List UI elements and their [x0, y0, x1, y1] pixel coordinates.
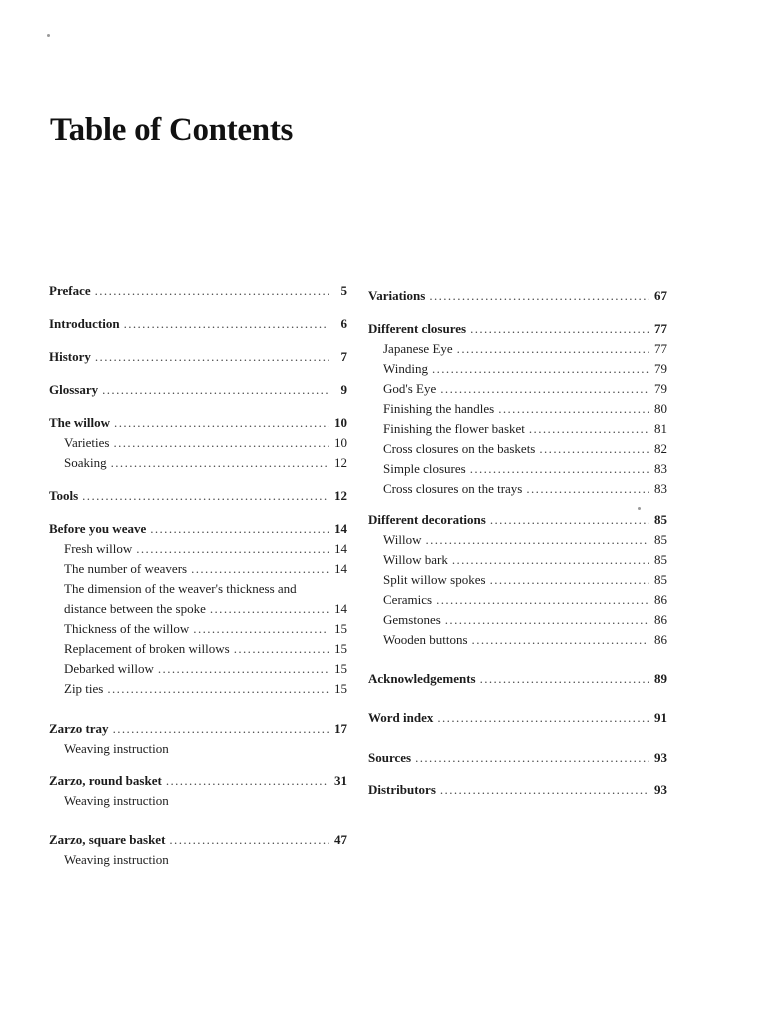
- toc-subentry: [383, 551, 667, 569]
- dot-leader: [210, 600, 329, 618]
- toc-page-number: 5: [340, 283, 347, 298]
- toc-page-number: 89: [654, 671, 667, 686]
- toc-page-number: 67: [654, 288, 667, 303]
- toc-entry-label: Zarzo, square basket: [49, 832, 166, 847]
- dot-leader: [193, 620, 329, 638]
- toc-entry-label: Soaking: [64, 455, 107, 470]
- toc-subentry: [64, 560, 347, 578]
- dot-leader: [452, 551, 649, 569]
- dot-leader: [158, 660, 329, 678]
- toc-entry-label: Cross closures on the baskets: [383, 441, 536, 456]
- toc-page-number: 14: [334, 561, 347, 576]
- toc-subentry: [383, 591, 667, 609]
- toc-entry-label: distance between the spoke: [64, 601, 206, 616]
- paper-speck: [638, 507, 641, 510]
- toc-page-number: 14: [334, 521, 347, 536]
- toc-page-number: 15: [334, 661, 347, 676]
- toc-entry-label: History: [49, 349, 91, 364]
- dot-leader: [432, 360, 649, 378]
- dot-leader: [490, 511, 649, 529]
- toc-entry-label: Glossary: [49, 382, 99, 397]
- toc-entry-label: Different closures: [368, 321, 467, 336]
- toc-entry: [49, 520, 347, 538]
- toc-page-number: 82: [654, 441, 667, 456]
- dot-leader: [191, 560, 329, 578]
- toc-page-number: 47: [334, 832, 347, 847]
- toc-page-number: 86: [654, 592, 667, 607]
- toc-subentry: [383, 480, 667, 498]
- toc-entry-label: Winding: [383, 361, 428, 376]
- dot-leader: [440, 380, 649, 398]
- toc-entry-label: Wooden buttons: [383, 632, 468, 647]
- toc-entry-label: Ceramics: [383, 592, 433, 607]
- toc-entry-label: Split willow spokes: [383, 572, 486, 587]
- toc-subentry: [64, 792, 347, 810]
- toc-entry-label: Distributors: [368, 782, 436, 797]
- toc-subentry: [64, 740, 347, 758]
- dot-leader: [470, 460, 649, 478]
- toc-page-number: 85: [654, 532, 667, 547]
- toc-entry: [49, 348, 347, 366]
- toc-entry: [368, 709, 667, 727]
- dot-leader: [529, 420, 649, 438]
- toc-subentry: [64, 540, 347, 558]
- dot-leader: [425, 531, 649, 549]
- toc-entry: [368, 320, 667, 338]
- toc-entry-label: Replacement of broken willows: [64, 641, 230, 656]
- toc-entry-label: God's Eye: [383, 381, 437, 396]
- toc-subentry: [64, 600, 347, 618]
- toc-page-number: 85: [654, 572, 667, 587]
- toc-page-number: 83: [654, 481, 667, 496]
- toc-entry-label: The dimension of the weaver's thickness and: [64, 581, 297, 596]
- toc-entry: [368, 781, 667, 799]
- toc-page-number: 15: [334, 681, 347, 696]
- dot-leader: [113, 720, 329, 738]
- toc-page-number: 7: [340, 349, 347, 364]
- toc-page-number: 80: [654, 401, 667, 416]
- dot-leader: [107, 680, 329, 698]
- toc-entry-label: Sources: [368, 750, 412, 765]
- toc-subentry: [383, 400, 667, 418]
- toc-entry: [368, 670, 667, 688]
- toc-page-number: 77: [654, 321, 667, 336]
- toc-entry-label: Fresh willow: [64, 541, 133, 556]
- dot-leader: [472, 631, 649, 649]
- toc-subentry: [383, 340, 667, 358]
- dot-leader: [415, 749, 649, 767]
- toc-entry-label: Willow bark: [383, 552, 448, 567]
- dot-leader: [445, 611, 649, 629]
- toc-page-number: 12: [334, 455, 347, 470]
- toc-entry-label: Thickness of the willow: [64, 621, 190, 636]
- toc-page-number: 86: [654, 632, 667, 647]
- toc-page-number: 86: [654, 612, 667, 627]
- toc-entry-label: Acknowledgements: [368, 671, 476, 686]
- toc-subentry: [64, 620, 347, 638]
- dot-leader: [95, 282, 329, 300]
- toc-entry-label: The willow: [49, 415, 111, 430]
- dot-leader: [82, 487, 329, 505]
- toc-page-number: 81: [654, 421, 667, 436]
- dot-leader: [457, 340, 649, 358]
- toc-entry: [49, 772, 347, 790]
- toc-entry-label: Before you weave: [49, 521, 147, 536]
- toc-page-number: 77: [654, 341, 667, 356]
- dot-leader: [539, 440, 649, 458]
- toc-entry-label: Introduction: [49, 316, 120, 331]
- toc-entry: [49, 831, 347, 849]
- toc-subentry: [64, 660, 347, 678]
- dot-leader: [498, 400, 649, 418]
- toc-page-number: 14: [334, 541, 347, 556]
- toc-page-number: 93: [654, 782, 667, 797]
- toc-entry-label: Willow: [383, 532, 422, 547]
- toc-subentry: [64, 580, 347, 598]
- toc-entry: [49, 282, 347, 300]
- toc-entry-label: Weaving instruction: [64, 741, 169, 756]
- toc-entry: [49, 381, 347, 399]
- dot-leader: [166, 772, 329, 790]
- toc-entry-label: Zarzo, round basket: [49, 773, 162, 788]
- toc-page-number: 15: [334, 641, 347, 656]
- toc-entry-label: Zarzo tray: [49, 721, 109, 736]
- toc-entry-label: The number of weavers: [64, 561, 188, 576]
- toc-entry-label: Finishing the handles: [383, 401, 495, 416]
- toc-page-number: 79: [654, 361, 667, 376]
- toc-page-number: 91: [654, 710, 667, 725]
- toc-page-number: 31: [334, 773, 347, 788]
- toc-subentry: [383, 571, 667, 589]
- toc-page-number: 85: [654, 552, 667, 567]
- toc-subentry: [64, 454, 347, 472]
- toc-subentry: [64, 434, 347, 452]
- toc-subentry: [383, 460, 667, 478]
- dot-leader: [436, 591, 649, 609]
- toc-entry-label: Debarked willow: [64, 661, 154, 676]
- toc-subentry: [383, 420, 667, 438]
- toc-entry-label: Gemstones: [383, 612, 441, 627]
- dot-leader: [526, 480, 649, 498]
- toc-entry: [49, 487, 347, 505]
- dot-leader: [490, 571, 649, 589]
- toc-entry-label: Cross closures on the trays: [383, 481, 523, 496]
- toc-entry: [368, 287, 667, 305]
- dot-leader: [169, 831, 329, 849]
- toc-entry: [368, 511, 667, 529]
- toc-page-number: 85: [654, 512, 667, 527]
- toc-page-number: 6: [340, 316, 347, 331]
- dot-leader: [102, 381, 329, 399]
- toc-entry-label: Japanese Eye: [383, 341, 453, 356]
- dot-leader: [437, 709, 649, 727]
- toc-entry-label: Variations: [368, 288, 426, 303]
- toc-page-number: 15: [334, 621, 347, 636]
- toc-entry-label: Simple closures: [383, 461, 466, 476]
- toc-subentry: [383, 611, 667, 629]
- dot-leader: [136, 540, 329, 558]
- dot-leader: [234, 640, 329, 658]
- toc-subentry: [64, 640, 347, 658]
- toc-entry: [49, 720, 347, 738]
- toc-entry-label: Word index: [368, 710, 434, 725]
- dot-leader: [440, 781, 649, 799]
- toc-entry-label: Preface: [49, 283, 91, 298]
- toc-page-number: 83: [654, 461, 667, 476]
- toc-page-number: 10: [334, 415, 347, 430]
- dot-leader: [150, 520, 329, 538]
- paper-speck: [47, 34, 50, 37]
- dot-leader: [480, 670, 649, 688]
- toc-entry-label: Tools: [49, 488, 79, 503]
- toc-page-number: 93: [654, 750, 667, 765]
- toc-entry: [49, 414, 347, 432]
- toc-page-number: 12: [334, 488, 347, 503]
- toc-subentry: [383, 360, 667, 378]
- toc-entry-label: Different decorations: [368, 512, 486, 527]
- page-title: Table of Contents: [50, 112, 294, 148]
- toc-subentry: [64, 680, 347, 698]
- dot-leader: [111, 454, 329, 472]
- dot-leader: [114, 414, 329, 432]
- toc-entry-label: Weaving instruction: [64, 852, 169, 867]
- toc-page-number: 14: [334, 601, 347, 616]
- toc-subentry: [383, 380, 667, 398]
- toc-entry-label: Finishing the flower basket: [383, 421, 525, 436]
- toc-entry-label: Zip ties: [64, 681, 104, 696]
- toc-entry: [368, 749, 667, 767]
- dot-leader: [95, 348, 329, 366]
- toc-subentry: [64, 851, 347, 869]
- toc-subentry: [383, 531, 667, 549]
- toc-entry-label: Weaving instruction: [64, 793, 169, 808]
- toc-page-number: 79: [654, 381, 667, 396]
- dot-leader: [429, 287, 649, 305]
- dot-leader: [113, 434, 329, 452]
- toc-subentry: [383, 440, 667, 458]
- dot-leader: [124, 315, 329, 333]
- toc-page-number: 10: [334, 435, 347, 450]
- toc-entry: [49, 315, 347, 333]
- toc-page-number: 9: [340, 382, 347, 397]
- toc-entry-label: Varieties: [64, 435, 110, 450]
- dot-leader: [470, 320, 649, 338]
- toc-page-number: 17: [334, 721, 347, 736]
- toc-subentry: [383, 631, 667, 649]
